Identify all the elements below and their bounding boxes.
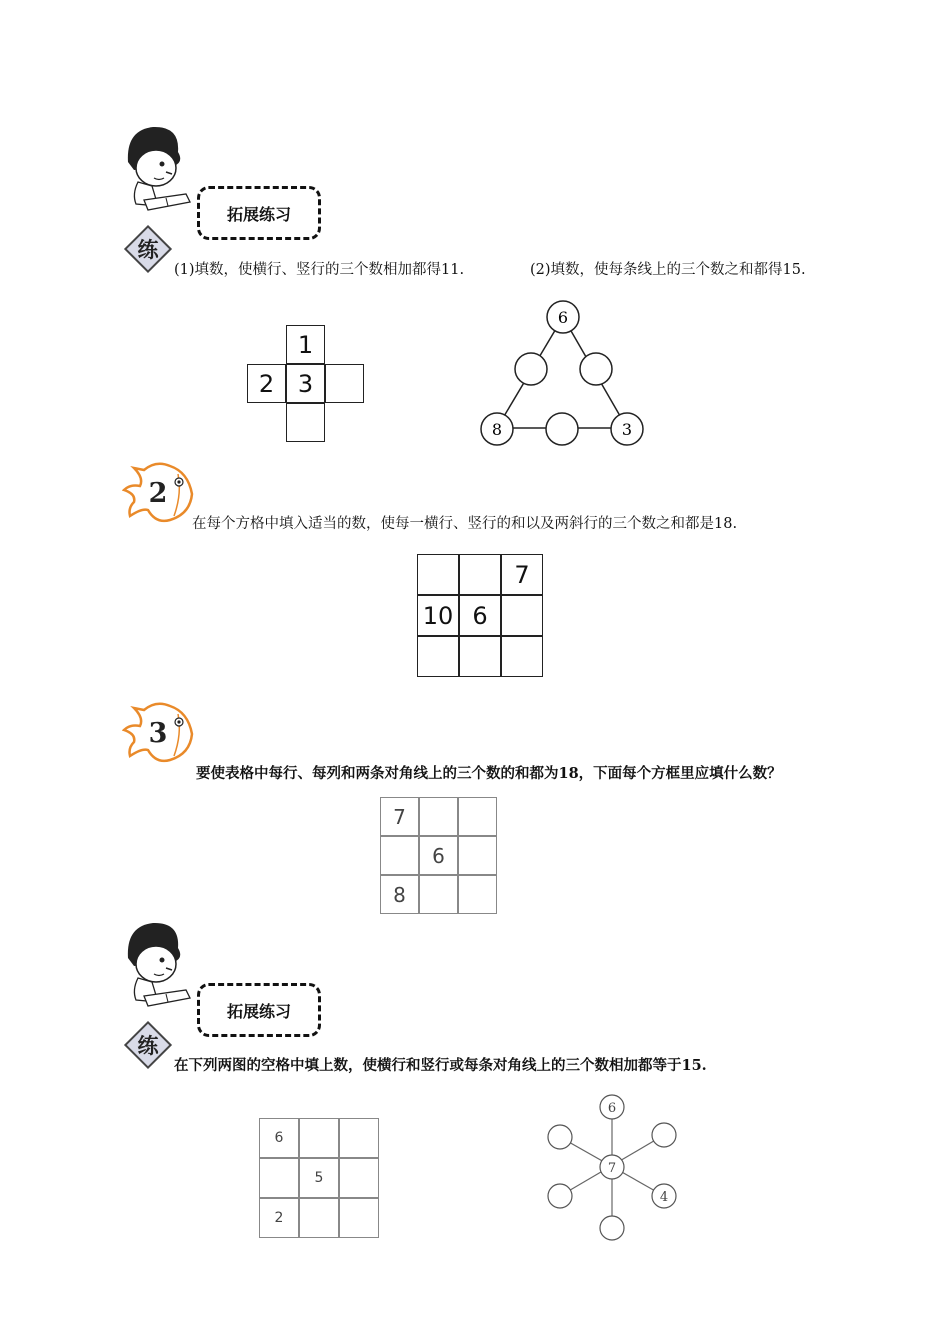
q1-text-a: (1)填数，使横行、竖行的三个数相加都得11. bbox=[174, 262, 465, 278]
star-node-bottom[interactable] bbox=[600, 1216, 624, 1240]
boy-reading-icon bbox=[118, 918, 198, 1010]
cross-cell-center[interactable]: 3 bbox=[286, 364, 325, 403]
q3-grid-cell[interactable] bbox=[458, 875, 497, 914]
q4-grid-cell[interactable] bbox=[299, 1198, 339, 1238]
q3-grid-cell[interactable] bbox=[419, 875, 458, 914]
triangle-node-top bbox=[547, 301, 579, 333]
fish-number-icon bbox=[122, 460, 197, 526]
q4-grid-cell[interactable] bbox=[299, 1118, 339, 1158]
q3-grid-cell[interactable] bbox=[458, 836, 497, 875]
q4-star-diagram bbox=[535, 1090, 695, 1242]
q3-grid-cell[interactable] bbox=[419, 797, 458, 836]
q2-grid-cell[interactable] bbox=[417, 554, 459, 595]
q2-text: 在每个方格中填入适当的数，使每一横行、竖行的和以及两斜行的三个数之和都是18. bbox=[192, 516, 738, 532]
q1-triangle-diagram bbox=[470, 295, 655, 455]
q4-grid-cell[interactable] bbox=[339, 1198, 379, 1238]
badge-char: 练 bbox=[137, 1033, 159, 1058]
star-node-lower-left[interactable] bbox=[548, 1184, 572, 1208]
q2-grid-cell[interactable] bbox=[417, 636, 459, 677]
q4-grid-cell: 6 bbox=[259, 1118, 299, 1158]
triangle-node-left[interactable] bbox=[515, 353, 547, 385]
triangle-top-value: 6 bbox=[557, 308, 569, 327]
section-title: 拓展练习 bbox=[226, 1001, 291, 1021]
triangle-node-bottom[interactable] bbox=[546, 413, 578, 445]
q3-text: 要使表格中每行、每列和两条对角线上的三个数的和都为18，下面每个方框里应填什么数？ bbox=[196, 765, 782, 782]
q2-grid-cell[interactable] bbox=[459, 636, 501, 677]
q2-grid-cell[interactable] bbox=[459, 554, 501, 595]
q1-cross-grid bbox=[247, 325, 364, 442]
star-node-top bbox=[600, 1095, 624, 1119]
triangle-bottom-left-value: 8 bbox=[491, 420, 503, 439]
q3-grid-cell: 7 bbox=[380, 797, 419, 836]
section-title-box bbox=[197, 983, 321, 1037]
q3-grid bbox=[380, 797, 497, 914]
q2-grid-cell: 7 bbox=[501, 554, 543, 595]
triangle-bottom-right-value: 3 bbox=[621, 420, 633, 439]
q3-grid-cell: 6 bbox=[419, 836, 458, 875]
fish-number-icon bbox=[122, 700, 197, 766]
section-title: 拓展练习 bbox=[226, 204, 291, 224]
q3-grid-cell[interactable] bbox=[458, 797, 497, 836]
q3-number: 3 bbox=[148, 718, 168, 749]
triangle-node-right[interactable] bbox=[580, 353, 612, 385]
q4-grid-cell: 2 bbox=[259, 1198, 299, 1238]
star-node-lower-right bbox=[652, 1184, 676, 1208]
star-node-center bbox=[600, 1155, 624, 1179]
q3-grid-cell[interactable] bbox=[380, 836, 419, 875]
cross-cell-top[interactable]: 1 bbox=[286, 325, 325, 364]
q3-grid-cell: 8 bbox=[380, 875, 419, 914]
q4-grid-cell: 5 bbox=[299, 1158, 339, 1198]
star-top-value: 6 bbox=[607, 1101, 617, 1116]
cross-cell-mid-left[interactable]: 2 bbox=[247, 364, 286, 403]
q2-grid-cell: 6 bbox=[459, 595, 501, 636]
triangle-node-bottom-right bbox=[611, 413, 643, 445]
q4-grid bbox=[259, 1118, 379, 1238]
q4-text: 在下列两图的空格中填上数，使横行和竖行或每条对角线上的三个数相加都等于15. bbox=[174, 1057, 707, 1074]
q4-grid-cell[interactable] bbox=[259, 1158, 299, 1198]
q4-grid-cell[interactable] bbox=[339, 1118, 379, 1158]
badge-char: 练 bbox=[137, 237, 159, 262]
cross-cell-mid-right[interactable] bbox=[325, 364, 364, 403]
q2-number: 2 bbox=[148, 478, 168, 509]
star-center-value: 7 bbox=[607, 1161, 617, 1176]
q4-grid-cell[interactable] bbox=[339, 1158, 379, 1198]
boy-reading-icon bbox=[118, 122, 198, 214]
cross-cell-bottom[interactable] bbox=[286, 403, 325, 442]
star-node-upper-right[interactable] bbox=[652, 1123, 676, 1147]
q2-grid-cell: 10 bbox=[417, 595, 459, 636]
star-node-upper-left[interactable] bbox=[548, 1125, 572, 1149]
q2-grid-cell[interactable] bbox=[501, 595, 543, 636]
triangle-node-bottom-left bbox=[481, 413, 513, 445]
star-lower-right-value: 4 bbox=[659, 1190, 669, 1205]
q1-text-b: (2)填数，使每条线上的三个数之和都得15. bbox=[530, 262, 806, 278]
q2-grid bbox=[417, 554, 543, 677]
section-title-box bbox=[197, 186, 321, 240]
q2-grid-cell[interactable] bbox=[501, 636, 543, 677]
